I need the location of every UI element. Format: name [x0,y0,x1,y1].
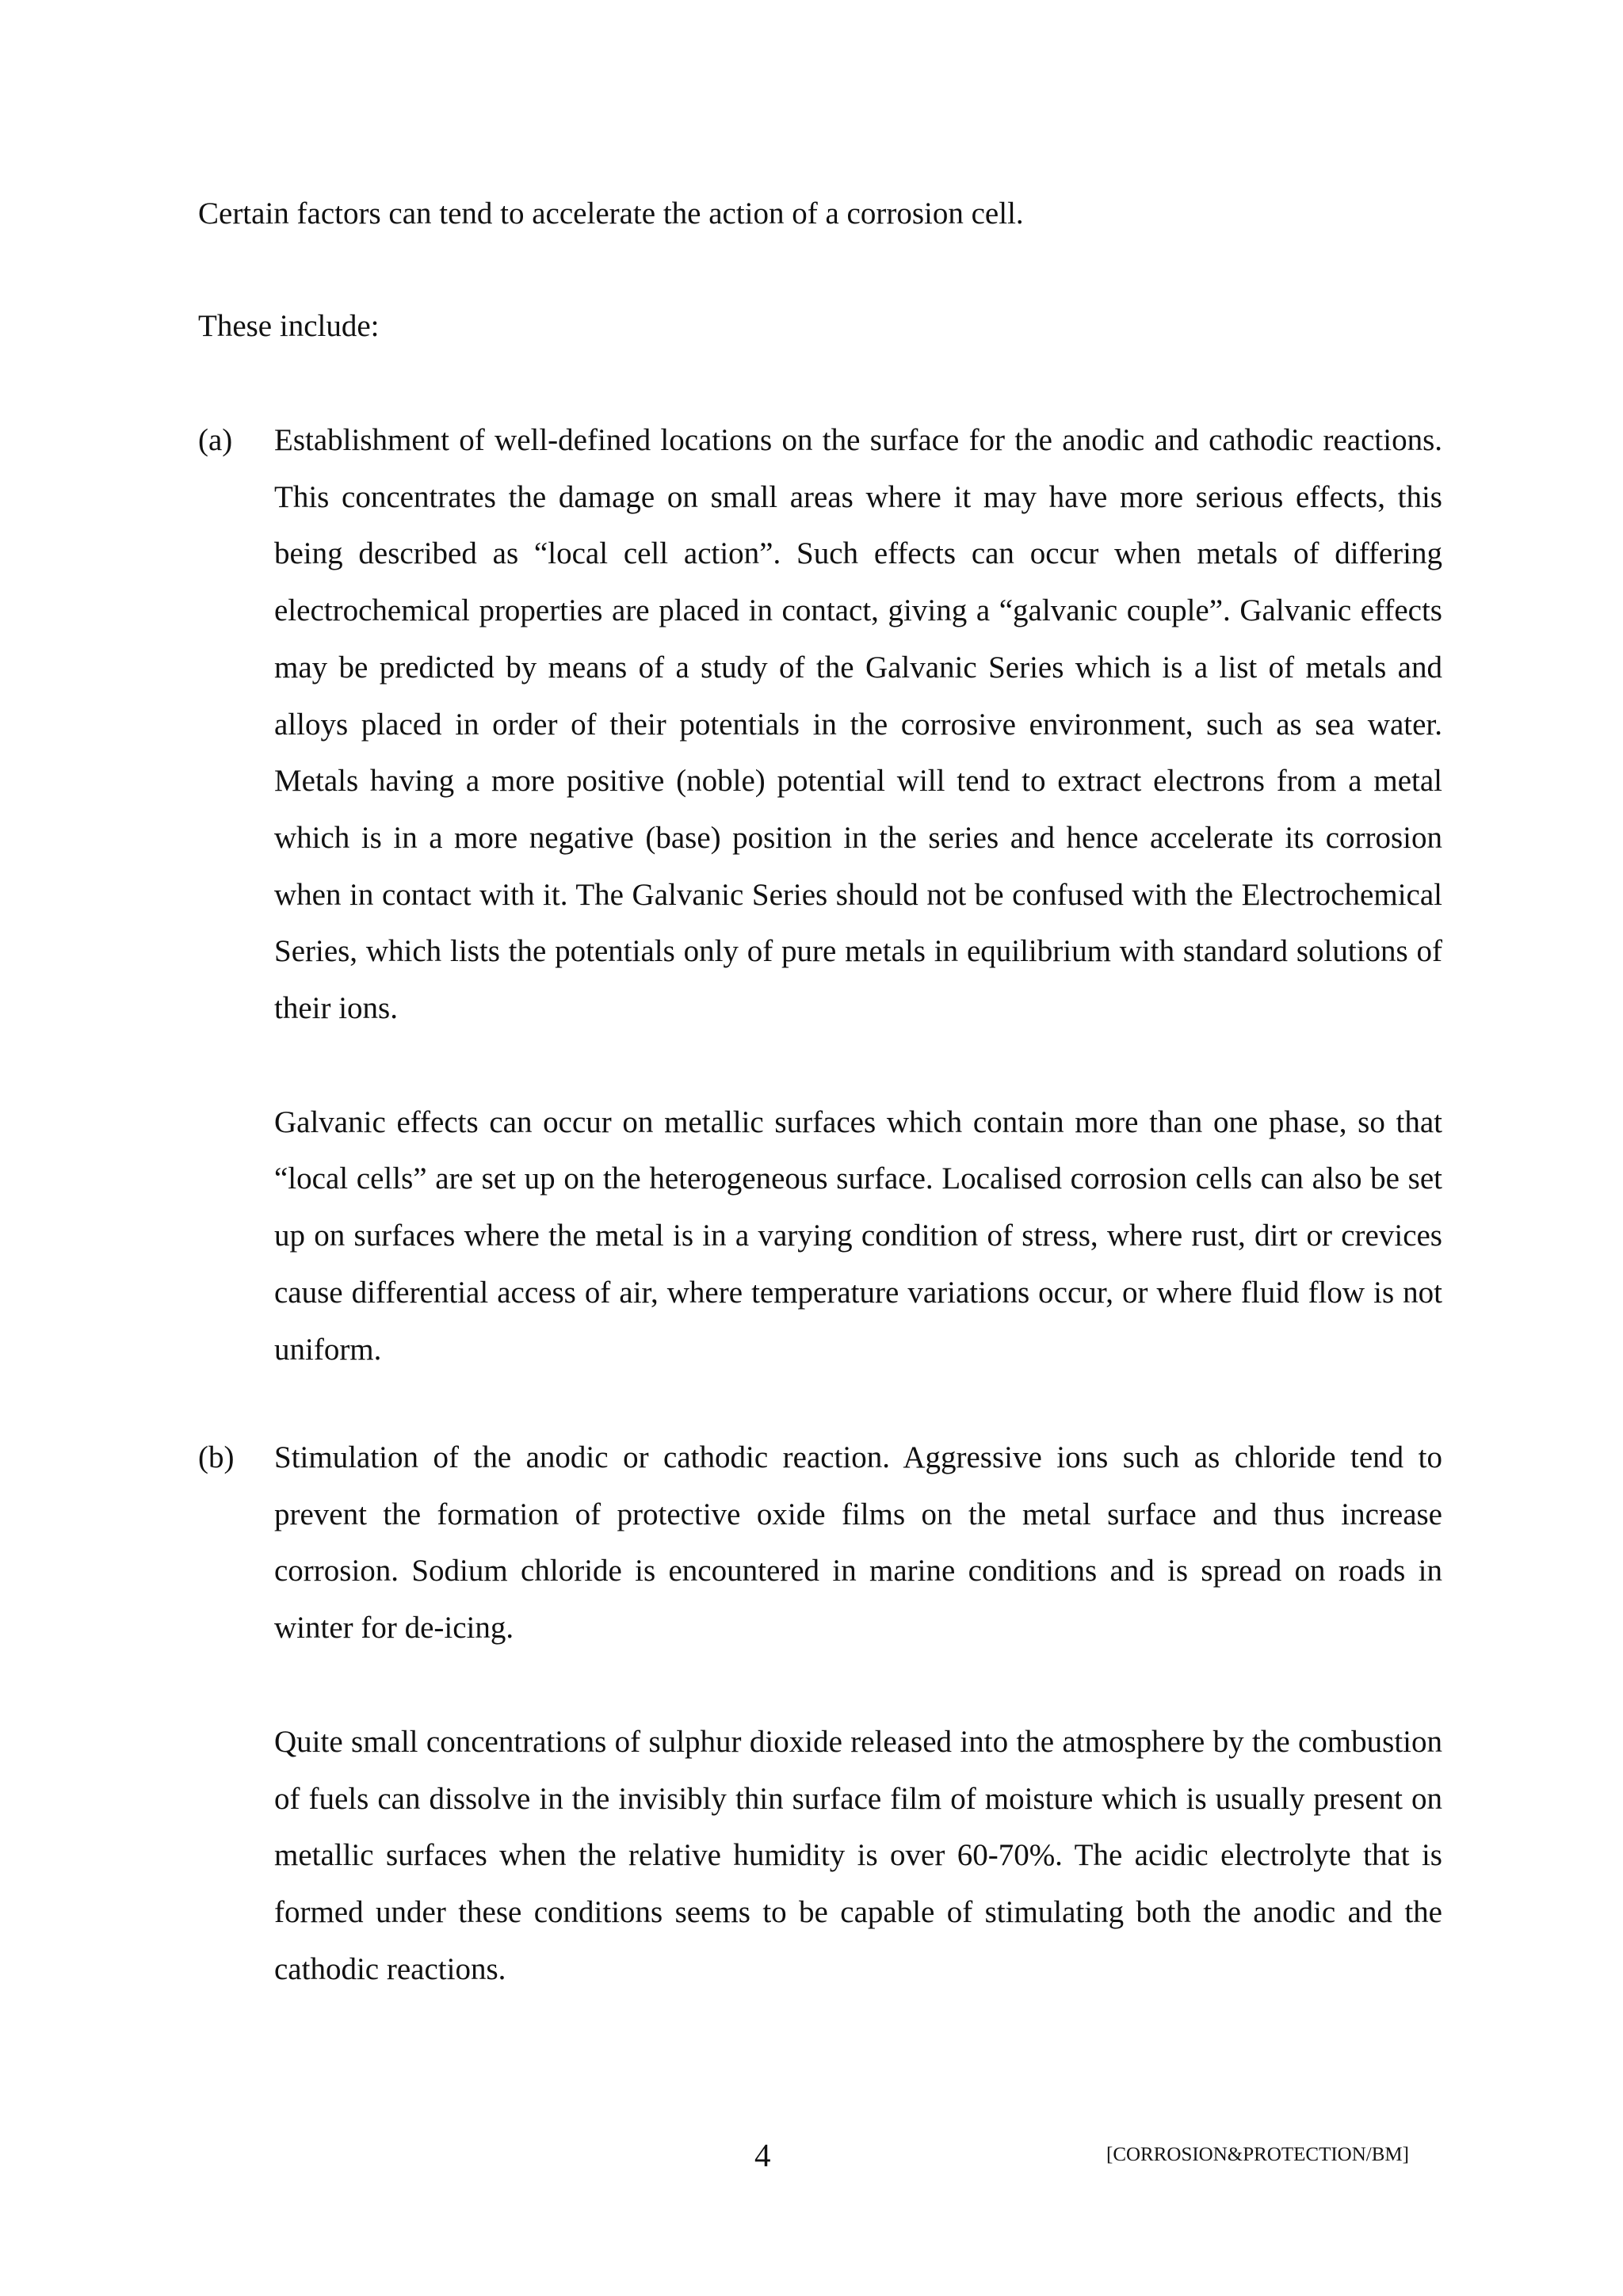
item-a-paragraph-1: Establishment of well-defined locations on the surface for the anodic and cathodic reactions. This concentrates the damage on small areas where it may have more serious effects, this being described as “local cell action”. Such effects can occur when metals of differing electrochemical properties are placed in contact, giving a “galvanic couple”. Galvanic effects may be predicted by means of a study of the Galvanic Series which is a list of metals and alloys placed in order of their potentials in the corrosive environment, such as sea water. Metals having a more positive (noble) potential will tend to extract electrons from a metal which is in a more negative (base) position in the series and hence accelerate its corrosion when in contact with it. The Galvanic Series should not be confused with the Electrochemical Series, which lists the potentials only of pure metals in equilibrium with standard solutions of their ions. [274,423,1442,1026]
list-marker-a: (a) [198,423,233,457]
list-item-a [198,412,1442,1378]
item-b-paragraph-2: Quite small concentrations of sulphur dioxide released into the atmosphere by the combustion of fuels can dissolve in the invisibly thin surface film of moisture which is usually present on metallic surfaces when the relative humidity is over 60-70%. The acidic electrolyte that is formed under these conditions seems to be capable of stimulating both the anodic and the cathodic reactions. [274,1724,1442,1986]
item-a-paragraph-2: Galvanic effects can occur on metallic surfaces which contain more than one phase, so that “local cells” are set up on the heterogeneous surface. Localised corrosion cells can also be set up on surfaces where the metal is in a varying condition of stress, where rust, dirt or crevices cause differential access of air, where temperature variations occur, or where fluid flow is not uniform. [274,1104,1442,1367]
intro-sentence: Certain factors can tend to accelerate the action of a corrosion cell. [198,196,1024,231]
page-number: 4 [754,2137,771,2173]
list-marker-b: (b) [198,1440,235,1474]
intro-lead-in: These include: [198,309,380,343]
list-item-b [198,1429,1442,1997]
item-b-paragraph-1: Stimulation of the anodic or cathodic reaction. Aggressive ions such as chloride tend to prevent the formation of protective oxide films on the metal surface and thus increase corrosion. Sodium chloride is encountered in marine conditions and is spread on roads in winter for de-icing. [274,1440,1442,1646]
document-reference: [CORROSION&PROTECTION/BM] [1106,2144,1409,2165]
